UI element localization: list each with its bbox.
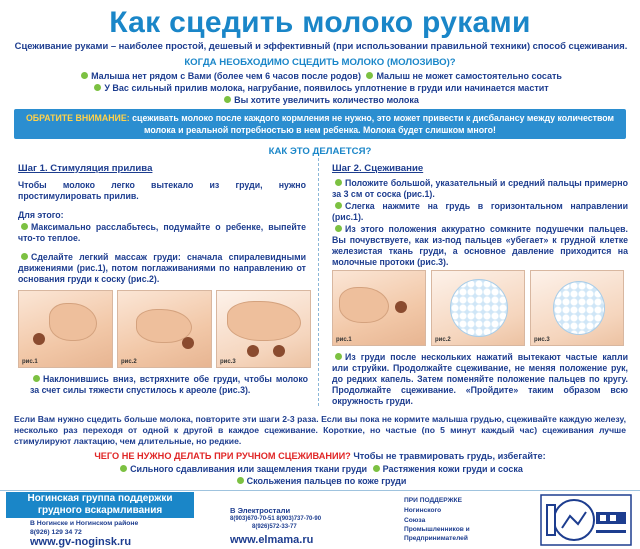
el-phones-1: 8(903)670-70-51 8(903)737-70-90 bbox=[230, 516, 322, 522]
step1-bullet-3 bbox=[30, 374, 308, 396]
step2-bullet-4 bbox=[332, 352, 628, 407]
el-url[interactable]: www.elmama.ru bbox=[230, 534, 314, 546]
step1-figure-1 bbox=[18, 290, 113, 368]
bullet-icon bbox=[366, 72, 373, 79]
el-place: В Электростали bbox=[230, 506, 291, 515]
figure-label: рис.2 bbox=[121, 359, 137, 365]
step2-title: Шаг 2. Сцеживание bbox=[332, 163, 424, 174]
step2-bullet-1 bbox=[332, 178, 628, 200]
group-place: В Ногинске и Ногинском районе bbox=[30, 520, 139, 527]
step1-bullet-2 bbox=[18, 252, 306, 285]
warning-lead: ОБРАТИТЕ ВНИМАНИЕ: bbox=[25, 113, 130, 123]
when-line-1 bbox=[0, 71, 640, 81]
support-line: Союза bbox=[404, 517, 426, 524]
column-divider bbox=[318, 158, 319, 406]
group-line-2: грудного вскармливания bbox=[37, 505, 163, 516]
bullet-icon bbox=[373, 465, 380, 472]
nipple-shape bbox=[182, 337, 194, 349]
when-line-3 bbox=[0, 95, 640, 105]
group-phone: 8(926) 129 34 72 bbox=[30, 529, 82, 536]
step1-for-this: Для этого: bbox=[18, 210, 64, 220]
step2-figure-2 bbox=[431, 270, 525, 346]
hand-illustration bbox=[49, 303, 97, 341]
gland-illustration bbox=[450, 279, 508, 337]
donot-item: Скольжения пальцев по коже груди bbox=[246, 476, 407, 486]
bullet-icon bbox=[335, 225, 342, 232]
figure-label: рис.1 bbox=[22, 359, 38, 365]
figure-label: рис.1 bbox=[336, 337, 352, 343]
donot-line-1 bbox=[0, 464, 640, 474]
step1-b2-text: Сделайте легкий массаж груди: сначала спиралевидными движениями (рис.1), потом поглаживаниями по направлению от основания груди к соску (рис.2). bbox=[18, 252, 306, 284]
hand-illustration bbox=[339, 287, 389, 323]
step1-b3-text: Наклонившись вниз, встряхните обе груди, чтобы молоко за счет силы тяжести спустилось к ареоле (рис.3). bbox=[30, 374, 308, 395]
step2-figure-3 bbox=[530, 270, 624, 346]
step2-bullet-2 bbox=[332, 201, 628, 223]
step2-b2-text: Слегка нажмите на грудь в горизонтальном направлении (рис.1). bbox=[332, 201, 628, 222]
bullet-icon bbox=[33, 375, 40, 382]
bullet-icon bbox=[335, 179, 342, 186]
nipple-shape bbox=[247, 345, 259, 357]
bullet-icon bbox=[335, 202, 342, 209]
gland-illustration bbox=[553, 281, 605, 335]
step2-b3-text: Из этого положения аккуратно сомкните подушечки пальцев. Вы почувствуете, как из-под пальцев «убегает» к грудной клетке железистая ткань груди, а основное давление приходится на молочные протоки (рис.3). bbox=[332, 224, 628, 267]
intro-text: Сцеживание руками – наиболее простой, дешевый и эффективный (при использовании правильной техники) способ сцеживания. bbox=[14, 40, 628, 51]
donot-sub: Чтобы не травмировать грудь, избегайте: bbox=[353, 451, 546, 461]
repeat-note: Если Вам нужно сцедить больше молока, повторите эти шаги 2-3 раза. Если вы пока не кормите малыша грудью, сцеживайте каждую железу, несколько раз переходя от одной к другой в каждое сцеживание. Короткие, но частые (по 5 минут каждый час) сцеживания лучше стимулируют лактацию, чем длительные, но редкие. bbox=[14, 414, 626, 446]
step1-p1: Чтобы молоко легко вытекало из груди, нужно простимулировать прилив. bbox=[18, 180, 306, 201]
when-item: Малыша нет рядом с Вами (более чем 6 часов после родов) bbox=[91, 71, 361, 81]
figure-label: рис.3 bbox=[534, 337, 550, 343]
donot-lead: ЧЕГО НЕ НУЖНО ДЕЛАТЬ ПРИ РУЧНОМ СЦЕЖИВАНИИ? bbox=[94, 451, 351, 461]
bullet-icon bbox=[81, 72, 88, 79]
bullet-icon bbox=[21, 253, 28, 260]
warning-text: сцеживать молоко после каждого кормления не нужно, это может привести к дисбалансу между количеством молока и реальной потребностью в нем ребенка. Молока будет слишком много! bbox=[132, 113, 615, 135]
support-title: ПРИ ПОДДЕРЖКЕ bbox=[404, 497, 462, 504]
step1-title: Шаг 1. Стимуляция прилива bbox=[18, 163, 153, 174]
when-item: Вы хотите увеличить количество молока bbox=[234, 95, 419, 105]
when-item: Малыш не может самостоятельно сосать bbox=[376, 71, 562, 81]
step1-bullet-1 bbox=[18, 222, 306, 244]
nipple-shape bbox=[33, 333, 45, 345]
donot-item: Сильного сдавливания или защемления ткани груди bbox=[130, 464, 368, 474]
bullet-icon bbox=[224, 96, 231, 103]
when-line-2 bbox=[0, 83, 640, 93]
bullet-icon bbox=[94, 84, 101, 91]
step2-b4-text: Из груди после нескольких нажатий вытекают частые капли или струйки. Продолжайте сцеживание, не меняя положение рук, до редких капель. Затем поменяйте положение пальцев по кругу. Продолжайте сцеживание. «Пройдите» таким образом всю окружность груди. bbox=[332, 352, 628, 406]
bullet-icon bbox=[237, 477, 244, 484]
nipple-shape bbox=[395, 301, 407, 313]
figure-label: рис.2 bbox=[435, 337, 451, 343]
group-line-1: Ногинская группа поддержки bbox=[27, 493, 173, 504]
step1-b1-text: Максимально расслабьтесь, подумайте о ребенке, выпейте что-то теплое. bbox=[18, 222, 306, 243]
donot-title bbox=[0, 451, 640, 461]
support-line: Предпринимателей bbox=[404, 535, 468, 542]
support-line: Ногинского bbox=[404, 507, 442, 514]
page-title: Как сцедить молоко руками bbox=[109, 6, 531, 39]
when-item: У Вас сильный прилив молока, нагрубание, появилось уплотнение в груди или начинается мастит bbox=[104, 83, 549, 93]
donot-item: Растяжения кожи груди и соска bbox=[382, 464, 523, 474]
step2-b1-text: Положите большой, указательный и средний пальцы примерно за 3 см от соска (рис.1). bbox=[332, 178, 628, 199]
bullet-icon bbox=[335, 353, 342, 360]
how-title: КАК ЭТО ДЕЛАЕТСЯ? bbox=[268, 146, 372, 157]
group-url[interactable]: www.gv-noginsk.ru bbox=[30, 536, 132, 548]
support-line: Промышленников и bbox=[404, 526, 470, 533]
bullet-icon bbox=[21, 223, 28, 230]
step1-figure-2 bbox=[117, 290, 212, 368]
sponsor-logo-icon bbox=[540, 494, 632, 546]
warning-box bbox=[14, 109, 626, 139]
el-phones-2: 8(926)572-33-77 bbox=[252, 524, 297, 530]
group-banner bbox=[6, 492, 194, 518]
donot-line-2 bbox=[0, 476, 640, 486]
step1-figure-3 bbox=[216, 290, 311, 368]
bullet-icon bbox=[120, 465, 127, 472]
nipple-shape bbox=[273, 345, 285, 357]
step2-bullet-3 bbox=[332, 224, 628, 268]
step2-figure-1 bbox=[332, 270, 426, 346]
figure-label: рис.3 bbox=[220, 359, 236, 365]
when-title: КОГДА НЕОБХОДИМО СЦЕДИТЬ МОЛОКО (МОЛОЗИВО)? bbox=[184, 57, 456, 68]
torso-illustration bbox=[227, 301, 301, 341]
